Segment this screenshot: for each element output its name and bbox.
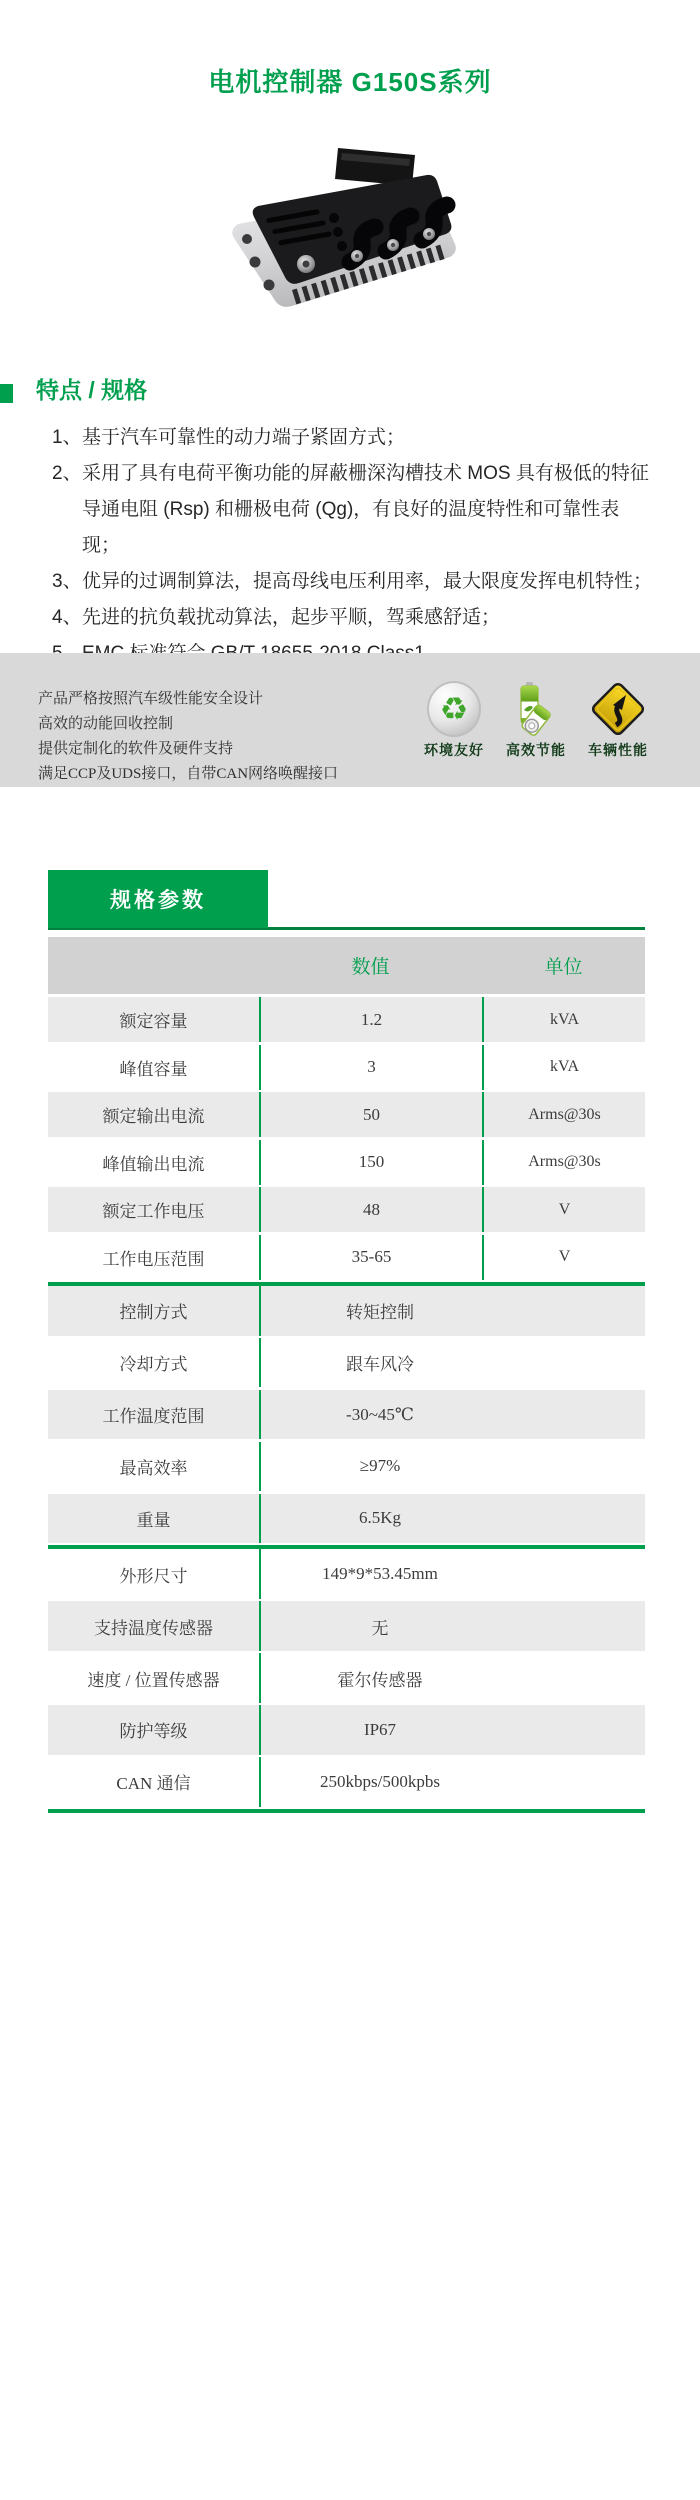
spec-row [48,1286,645,1336]
spec-row-value: ≥97% [259,1442,645,1492]
col-header-value: 数值 [351,957,390,978]
badge-label: 高效节能 [506,744,566,759]
spec-row [48,997,645,1042]
recycle-icon: ♻ [413,679,495,739]
feature-item [52,456,652,564]
feature-text: 基于汽车可靠性的动力端子紧固方式； [82,427,406,448]
spec-row-label: 峰值输出电流 [102,1154,205,1174]
spec-row-value: 149*9*53.45mm [259,1549,645,1599]
spec-row-unit: kVA [482,997,645,1042]
spec-row-unit: Arms@30s [482,1092,645,1137]
highlight-lines [38,687,338,787]
spec-row-label: 重量 [136,1510,171,1530]
spec-row-value: 250kbps/500kpbs [259,1757,645,1807]
feature-number: 4、 [52,607,82,628]
feature-item [52,420,652,456]
spec-row-value: 无 [259,1601,645,1651]
spec-row-value: 跟车风冷 [259,1338,645,1388]
spec-heading: 规格参数 [48,870,268,928]
spec-row-value: 转矩控制 [259,1286,645,1336]
feature-item [52,564,652,600]
spec-row-label: 额定输出电流 [102,1107,205,1126]
spec-row-label: 支持温度传感器 [94,1618,213,1638]
spec-row [48,1653,645,1703]
spec-row-unit: V [482,1187,645,1232]
road-sign-icon [577,679,659,739]
spec-row-label: 额定容量 [119,1012,188,1031]
spec-row-value: 48 [259,1187,482,1232]
col-header-unit: 单位 [544,957,583,978]
spec-row-value: IP67 [259,1705,645,1755]
badge-label: 环境友好 [424,744,484,759]
table-bottom-border [48,1809,645,1813]
spec-row-label: 工作电压范围 [102,1249,205,1269]
badge-vehicle [577,679,659,760]
badge-environment [413,679,495,760]
spec-row [48,1390,645,1440]
highlight-line: 满足CCP及UDS接口，自带CAN网络唤醒接口 [38,766,339,782]
spec-row-label: 速度 / 位置传感器 [87,1670,220,1690]
spec-row-label: 额定工作电压 [102,1202,205,1221]
spec-row-label: 防护等级 [119,1722,188,1742]
spec-section [48,997,645,1280]
highlight-line: 提供定制化的软件及硬件支持 [38,741,234,757]
badge-row [413,679,659,760]
feature-text: 先进的抗负载扰动算法，起步平顺，驾乘感舒适； [82,607,501,628]
spec-row-unit: kVA [482,1045,645,1090]
spec-row-label: 控制方式 [119,1303,188,1323]
spec-row-value: 6.5Kg [259,1494,645,1544]
spec-row-value: 50 [259,1092,482,1137]
spec-row [48,1092,645,1137]
spec-row-label: 外形尺寸 [119,1566,188,1586]
spec-row [48,1235,645,1280]
feature-item [52,600,652,636]
spec-row [48,1494,645,1544]
spec-row-value: 霍尔传感器 [259,1653,645,1703]
spec-row-label: 最高效率 [119,1458,188,1478]
spec-row-value: 1.2 [259,997,482,1042]
spec-row-value: 3 [259,1045,482,1090]
col-header-empty [48,937,259,994]
spec-row-label: 峰值容量 [119,1059,188,1079]
feature-number: 3、 [52,571,82,592]
spec-row [48,1549,645,1599]
spec-table-header [48,937,645,994]
feature-number: 2、 [52,463,82,484]
feature-list [52,420,652,672]
battery-icon [495,679,577,739]
spec-section [48,1286,645,1543]
spec-row-value: 35-65 [259,1235,482,1280]
spec-row [48,1045,645,1090]
spec-row-value: -30~45℃ [259,1390,645,1440]
badge-energy [495,679,577,760]
features-heading: 特点 / 规格 [36,377,148,403]
spec-table [48,937,645,1813]
page-title: 电机控制器 G150S系列 [208,67,492,97]
highlight-line: 高效的动能回收控制 [38,716,174,732]
spec-row-value: 150 [259,1140,482,1185]
spec-row [48,1705,645,1755]
feature-text: 优异的过调制算法，提高母线电压利用率，最大限度发挥电机特性； [82,571,653,592]
highlight-line: 产品严格按照汽车级性能安全设计 [38,691,264,707]
spec-row [48,1187,645,1232]
spec-row [48,1601,645,1651]
badge-label: 车辆性能 [588,744,648,759]
spec-row-unit: V [482,1235,645,1280]
product-image [222,138,467,328]
spec-row-unit: Arms@30s [482,1140,645,1185]
spec-table-body [48,997,645,1807]
spec-row [48,1757,645,1807]
highlight-box [0,653,700,787]
spec-row [48,1442,645,1492]
spec-row-label: 冷却方式 [119,1355,188,1375]
spec-row-label: 工作温度范围 [102,1407,205,1427]
feature-text: 采用了具有电荷平衡功能的屏蔽栅深沟槽技术 MOS 具有极低的特征导通电阻 (Rsp) 和栅极电荷 (Qg)，有良好的温度特性和可靠性表现； [82,463,649,556]
spec-row [48,1338,645,1388]
spec-section [48,1549,645,1806]
section-marker [0,384,13,403]
feature-number: 1、 [52,427,82,448]
spec-row-label: CAN 通信 [116,1774,191,1794]
spec-row [48,1140,645,1185]
